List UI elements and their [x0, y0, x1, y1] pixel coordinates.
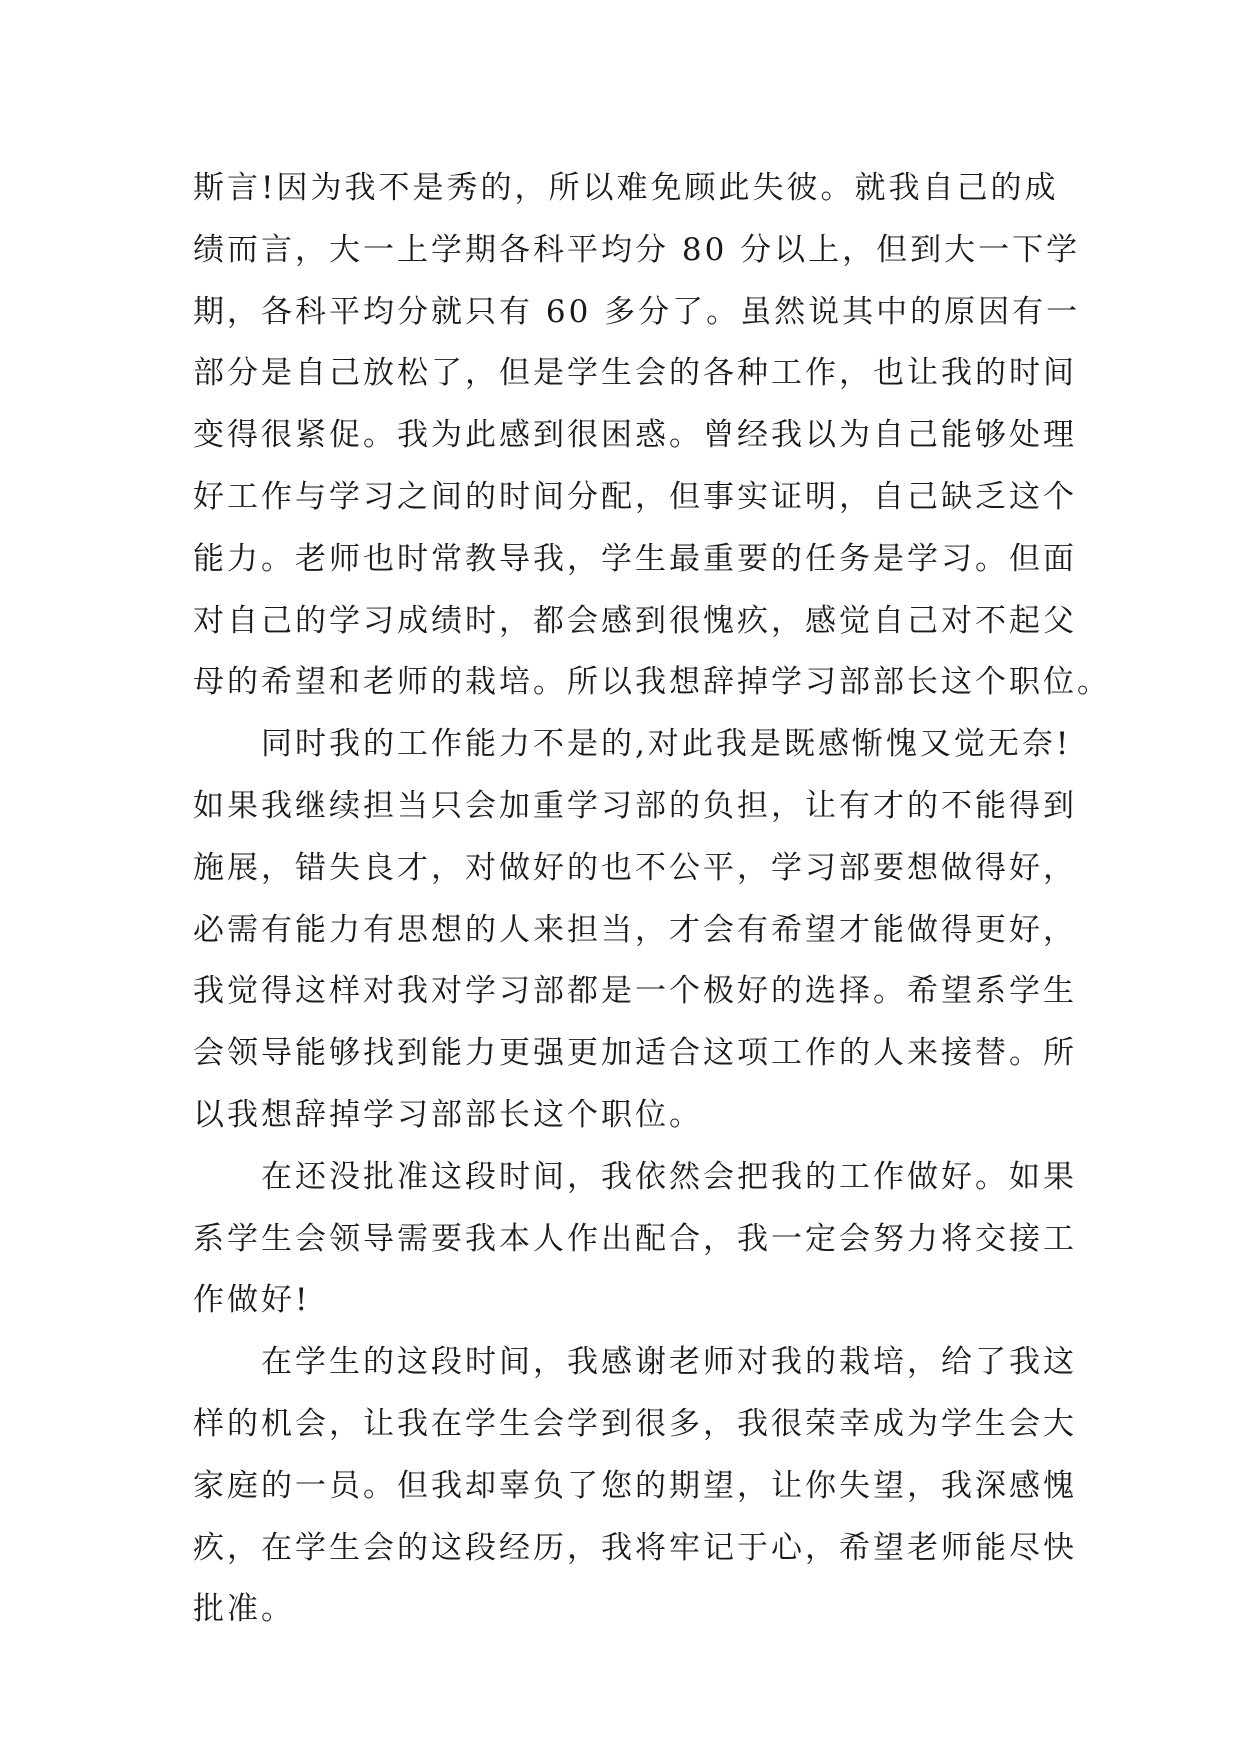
document-body	[193, 158, 1111, 1641]
paragraph	[193, 158, 1111, 714]
text-line: 以我想辞掉学习部部长这个职位。	[193, 1096, 703, 1133]
text-line: 能力。老师也时常教导我，学生最重要的任务是学习。但面	[193, 540, 1077, 577]
text-line: 斯言!因为我不是秀的，所以难免顾此失彼。就我自己的成	[193, 170, 1059, 206]
text-line: 我觉得这样对我对学习部都是一个极好的选择。希望系学生	[193, 973, 1077, 1010]
text-line: 必需有能力有思想的人来担当，才会有希望才能做得更好，	[193, 911, 1077, 948]
paragraph	[193, 1147, 1077, 1332]
text-line: 会领导能够找到能力更强更加适合这项工作的人来接替。所	[193, 1035, 1077, 1072]
text-line: 疚，在学生会的这段经历，我将牢记于心，希望老师能尽快	[193, 1529, 1077, 1566]
text-line: 母的希望和老师的栽培。所以我想辞掉学习部部长这个职位。	[193, 664, 1111, 701]
paragraph	[193, 1332, 1077, 1641]
text-line: 期，各科平均分就只有 60 多分了。虽然说其中的原因有一	[193, 293, 1081, 330]
text-line: 如果我继续担当只会加重学习部的负担，让有才的不能得到	[193, 787, 1077, 824]
text-line: 绩而言，大一上学期各科平均分 80 分以上，但到大一下学	[193, 231, 1081, 268]
text-line: 样的机会，让我在学生会学到很多，我很荣幸成为学生会大	[193, 1405, 1077, 1442]
text-line: 同时我的工作能力不是的,对此我是既感惭愧又觉无奈!	[261, 726, 1072, 763]
text-line: 对自己的学习成绩时，都会感到很愧疚，感觉自己对不起父	[193, 602, 1077, 639]
text-line: 在学生的这段时间，我感谢老师对我的栽培，给了我这	[261, 1344, 1077, 1381]
paragraph	[193, 714, 1077, 1147]
text-line: 变得很紧促。我为此感到很困惑。曾经我以为自己能够处理	[193, 417, 1077, 454]
text-line: 批准。	[193, 1591, 295, 1628]
text-line: 好工作与学习之间的时间分配，但事实证明，自己缺乏这个	[193, 478, 1077, 515]
text-line: 在还没批准这段时间，我依然会把我的工作做好。如果	[261, 1158, 1077, 1195]
text-line: 系学生会领导需要我本人作出配合，我一定会努力将交接工	[193, 1220, 1077, 1257]
text-line: 家庭的一员。但我却辜负了您的期望，让你失望，我深感愧	[193, 1467, 1077, 1504]
text-line: 作做好!	[193, 1282, 311, 1319]
text-line: 施展，错失良才，对做好的也不公平，学习部要想做得好，	[193, 849, 1077, 886]
text-line: 部分是自己放松了，但是学生会的各种工作，也让我的时间	[193, 355, 1077, 392]
